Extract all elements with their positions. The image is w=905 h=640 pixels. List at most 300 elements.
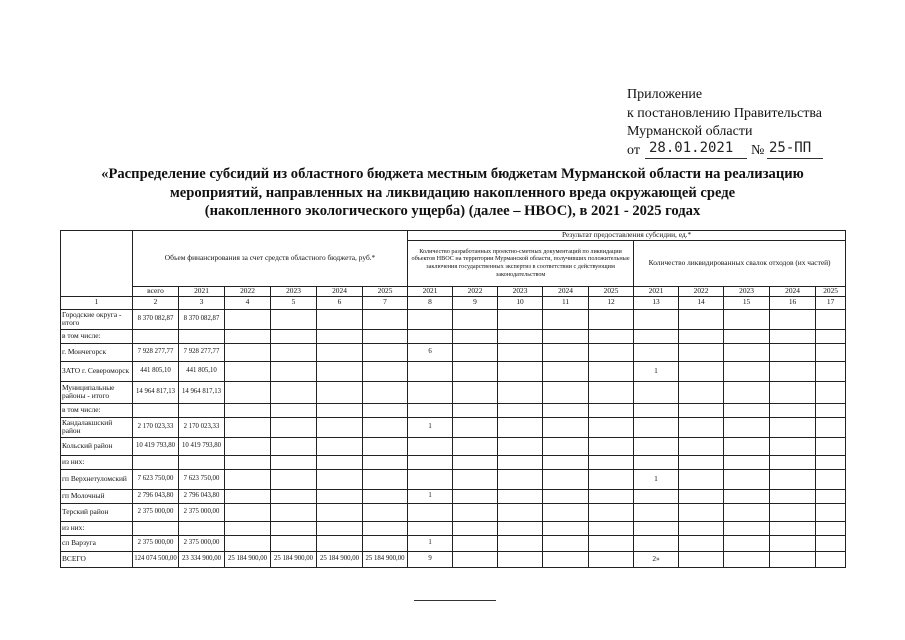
table-cell	[363, 521, 408, 535]
table-cell: 124 074 500,00	[133, 551, 179, 567]
table-cell: 2 375 000,00	[179, 503, 225, 521]
docs-year-header: 2023	[498, 286, 543, 296]
row-label: Муниципальные районы - итого	[61, 381, 133, 403]
table-cell	[317, 381, 363, 403]
funding-year-header: 2023	[271, 286, 317, 296]
table-row	[61, 417, 846, 437]
table-cell: 10 419 793,80	[133, 437, 179, 455]
table-cell	[679, 437, 724, 455]
column-number: 16	[770, 296, 816, 309]
funding-year-header: 2025	[363, 286, 408, 296]
table-cell: 25 184 900,00	[363, 551, 408, 567]
table-row	[61, 361, 846, 381]
table-cell	[816, 535, 846, 551]
table-cell	[271, 361, 317, 381]
table-cell	[679, 309, 724, 329]
table-cell	[179, 455, 225, 469]
funding-year-header: 2024	[317, 286, 363, 296]
table-cell	[589, 381, 634, 403]
table-cell	[816, 469, 846, 489]
docs-header: Количество разработанных проектно-сметных документаций по ликвидации объектов НВОС на территории Мурманской области, получивших положительные заключения государственных экспертиз в соответствии с действующим законодательством	[408, 240, 634, 286]
table-cell: 25 184 900,00	[225, 551, 271, 567]
table-cell: 23 334 900,00	[179, 551, 225, 567]
table-cell: 25 184 900,00	[317, 551, 363, 567]
table-row	[61, 455, 846, 469]
table-cell	[679, 417, 724, 437]
table-cell	[679, 551, 724, 567]
table-cell	[816, 417, 846, 437]
table-cell	[770, 551, 816, 567]
table-cell	[589, 343, 634, 361]
table-cell	[589, 503, 634, 521]
table-cell	[317, 329, 363, 343]
table-cell	[589, 521, 634, 535]
table-cell	[724, 403, 770, 417]
table-cell	[770, 455, 816, 469]
table-cell	[589, 489, 634, 503]
table-cell	[634, 535, 679, 551]
appendix-line-3: Мурманской области	[627, 124, 753, 139]
dumps-header: Количество ликвидированных свалок отходов (их частей)	[634, 240, 846, 286]
table-cell	[317, 417, 363, 437]
table-cell	[225, 343, 271, 361]
table-cell	[634, 521, 679, 535]
table-cell: 441 805,10	[179, 361, 225, 381]
title-line-1: «Распределение субсидий из областного бюджета местным бюджетам Мурманской области на реализацию	[101, 166, 804, 182]
table-cell	[225, 535, 271, 551]
docs-year-header: 2022	[453, 286, 498, 296]
table-cell	[317, 455, 363, 469]
table-cell	[133, 403, 179, 417]
docs-year-header: 2025	[589, 286, 634, 296]
column-number: 15	[724, 296, 770, 309]
table-cell	[317, 521, 363, 535]
table-cell	[498, 469, 543, 489]
dumps-year-header: 2025	[816, 286, 846, 296]
table-cell: 2 170 023,33	[133, 417, 179, 437]
column-number: 8	[408, 296, 453, 309]
table-cell	[453, 489, 498, 503]
table-cell	[408, 329, 453, 343]
table-cell	[724, 309, 770, 329]
table-cell	[408, 503, 453, 521]
table-row	[61, 489, 846, 503]
table-cell	[679, 469, 724, 489]
table-cell	[498, 403, 543, 417]
table-cell: 8 370 082,87	[133, 309, 179, 329]
table-cell	[453, 503, 498, 521]
column-number: 11	[543, 296, 589, 309]
table-cell	[498, 489, 543, 503]
number-label: №	[751, 142, 765, 158]
table-cell	[408, 469, 453, 489]
table-cell	[225, 521, 271, 535]
table-cell	[498, 361, 543, 381]
corner-header-cell	[61, 231, 133, 297]
table-cell	[453, 361, 498, 381]
column-number: 1	[61, 296, 133, 309]
table-cell	[225, 329, 271, 343]
table-cell	[225, 403, 271, 417]
table-row	[61, 551, 846, 567]
appendix-block	[627, 86, 822, 162]
funding-year-header: всего	[133, 286, 179, 296]
table-cell	[363, 329, 408, 343]
row-label: сп Варзуга	[61, 535, 133, 551]
table-row	[61, 437, 846, 455]
table-cell	[724, 455, 770, 469]
table-cell	[498, 521, 543, 535]
table-cell	[634, 437, 679, 455]
table-cell	[408, 521, 453, 535]
table-cell	[408, 437, 453, 455]
table-cell: 8 370 082,87	[179, 309, 225, 329]
table-cell	[133, 455, 179, 469]
table-cell	[225, 437, 271, 455]
table-cell	[271, 309, 317, 329]
table-cell	[679, 521, 724, 535]
table-cell	[225, 503, 271, 521]
table-cell	[317, 343, 363, 361]
table-cell	[589, 309, 634, 329]
table-cell: 1	[408, 489, 453, 503]
table-cell	[724, 343, 770, 361]
table-cell	[498, 329, 543, 343]
table-cell	[543, 437, 589, 455]
table-cell	[816, 403, 846, 417]
row-label: ВСЕГО	[61, 551, 133, 567]
table-cell	[317, 403, 363, 417]
table-cell: 1	[408, 417, 453, 437]
table-row	[61, 309, 846, 329]
table-cell	[363, 535, 408, 551]
table-body	[61, 309, 846, 567]
table-cell	[770, 329, 816, 343]
table-cell	[543, 489, 589, 503]
table-cell	[363, 361, 408, 381]
column-number: 12	[589, 296, 634, 309]
table-cell	[133, 521, 179, 535]
table-cell	[363, 403, 408, 417]
table-cell	[724, 489, 770, 503]
table-cell	[317, 503, 363, 521]
table-cell	[543, 469, 589, 489]
table-cell	[453, 455, 498, 469]
table-cell	[225, 381, 271, 403]
table-cell	[453, 329, 498, 343]
table-cell	[363, 469, 408, 489]
table-cell	[453, 521, 498, 535]
table-cell	[363, 309, 408, 329]
table-cell	[589, 551, 634, 567]
table-cell	[271, 535, 317, 551]
table-cell: 6	[408, 343, 453, 361]
column-number: 7	[363, 296, 408, 309]
table-cell	[816, 455, 846, 469]
table-cell	[589, 361, 634, 381]
funding-year-header: 2021	[179, 286, 225, 296]
table-cell	[543, 551, 589, 567]
table-cell	[363, 489, 408, 503]
table-cell	[724, 503, 770, 521]
table-cell	[408, 361, 453, 381]
document-title	[60, 165, 845, 221]
year-header-row	[61, 286, 846, 296]
table-cell	[179, 521, 225, 535]
table-cell	[816, 329, 846, 343]
column-number: 5	[271, 296, 317, 309]
table-cell	[225, 417, 271, 437]
table-cell	[724, 329, 770, 343]
from-label: от	[627, 142, 640, 158]
table-cell	[498, 455, 543, 469]
table-cell	[179, 403, 225, 417]
docs-year-header: 2024	[543, 286, 589, 296]
table-cell	[498, 381, 543, 403]
title-line-3: (накопленного экологического ущерба) (далее – НВОС), в 2021 - 2025 годах	[204, 203, 701, 219]
table-cell	[679, 535, 724, 551]
table-cell	[816, 361, 846, 381]
table-cell	[317, 489, 363, 503]
table-cell	[317, 469, 363, 489]
table-cell	[724, 469, 770, 489]
column-number: 2	[133, 296, 179, 309]
column-number-row	[61, 296, 846, 309]
date-underline	[645, 158, 747, 159]
resolution-number: 25-ПП	[769, 139, 812, 156]
table-cell	[453, 437, 498, 455]
table-cell	[363, 343, 408, 361]
table-cell	[225, 361, 271, 381]
table-cell	[271, 417, 317, 437]
table-cell	[634, 403, 679, 417]
table-cell	[589, 417, 634, 437]
table-cell	[453, 535, 498, 551]
table-cell	[816, 343, 846, 361]
table-cell	[498, 551, 543, 567]
table-cell: 7 928 277,77	[179, 343, 225, 361]
table-cell: 441 805,10	[133, 361, 179, 381]
table-cell	[543, 521, 589, 535]
table-cell	[543, 455, 589, 469]
row-label: гп Верхнетуломский	[61, 469, 133, 489]
table-cell	[498, 437, 543, 455]
table-cell: 2»	[634, 551, 679, 567]
table-cell: 2 796 043,80	[133, 489, 179, 503]
column-number: 3	[179, 296, 225, 309]
table-cell	[770, 309, 816, 329]
table-cell	[589, 535, 634, 551]
table-cell	[679, 381, 724, 403]
table-cell	[498, 503, 543, 521]
table-cell	[589, 437, 634, 455]
number-underline	[767, 158, 823, 159]
appendix-line-2: к постановлению Правительства	[627, 105, 823, 121]
table-cell	[179, 329, 225, 343]
column-number: 4	[225, 296, 271, 309]
table-cell	[589, 455, 634, 469]
result-header: Результат предоставления субсидии, ед.*	[408, 231, 846, 241]
table-cell	[271, 455, 317, 469]
table-cell	[770, 381, 816, 403]
bottom-separator	[414, 600, 496, 601]
column-number: 13	[634, 296, 679, 309]
table-cell	[724, 361, 770, 381]
table-cell: 2 375 000,00	[179, 535, 225, 551]
table-cell	[679, 455, 724, 469]
table-cell	[498, 535, 543, 551]
table-cell	[634, 417, 679, 437]
table-cell	[543, 343, 589, 361]
table-cell	[363, 437, 408, 455]
table-cell: 14 964 817,13	[133, 381, 179, 403]
table-cell	[634, 309, 679, 329]
docs-year-header: 2021	[408, 286, 453, 296]
table-cell	[679, 503, 724, 521]
table-cell	[453, 469, 498, 489]
column-number: 14	[679, 296, 724, 309]
table-cell	[317, 535, 363, 551]
table-cell	[679, 489, 724, 503]
table-row	[61, 469, 846, 489]
table-cell	[589, 329, 634, 343]
row-label: ЗАТО г. Североморск	[61, 361, 133, 381]
table-cell	[363, 381, 408, 403]
table-cell	[453, 403, 498, 417]
table-cell	[816, 381, 846, 403]
table-cell	[770, 437, 816, 455]
table-cell	[634, 503, 679, 521]
table-cell	[724, 535, 770, 551]
table-cell	[498, 309, 543, 329]
table-row	[61, 329, 846, 343]
table-row	[61, 521, 846, 535]
table-cell	[543, 417, 589, 437]
table-cell	[271, 329, 317, 343]
table-cell	[225, 469, 271, 489]
table-cell	[816, 309, 846, 329]
table-cell	[363, 455, 408, 469]
table-cell	[543, 503, 589, 521]
dumps-year-header: 2023	[724, 286, 770, 296]
table-cell	[543, 535, 589, 551]
table-cell	[453, 381, 498, 403]
table-cell	[770, 521, 816, 535]
column-number: 6	[317, 296, 363, 309]
table-cell	[816, 521, 846, 535]
table-row	[61, 381, 846, 403]
table-cell	[770, 417, 816, 437]
row-label: из них:	[61, 455, 133, 469]
table-cell: 7 623 750,00	[133, 469, 179, 489]
appendix-line-1: Приложение	[627, 87, 703, 102]
table-cell	[498, 343, 543, 361]
dumps-year-header: 2021	[634, 286, 679, 296]
table-cell	[770, 343, 816, 361]
table-cell	[271, 521, 317, 535]
table-cell: 2 375 000,00	[133, 503, 179, 521]
table-cell	[225, 489, 271, 503]
dumps-year-header: 2022	[679, 286, 724, 296]
table-cell	[317, 437, 363, 455]
table-row	[61, 535, 846, 551]
table-cell: 9	[408, 551, 453, 567]
table-cell	[770, 361, 816, 381]
row-label: гп Молочный	[61, 489, 133, 503]
column-number: 17	[816, 296, 846, 309]
column-number: 10	[498, 296, 543, 309]
table-cell	[679, 329, 724, 343]
table-cell	[724, 551, 770, 567]
table-cell	[317, 361, 363, 381]
table-cell: 2 170 023,33	[179, 417, 225, 437]
table-cell	[770, 535, 816, 551]
table-cell: 14 964 817,13	[179, 381, 225, 403]
table-cell: 2 796 043,80	[179, 489, 225, 503]
funding-header: Объем финансирования за счет средств областного бюджета, руб.*	[133, 231, 408, 287]
table-cell	[589, 469, 634, 489]
table-cell	[453, 551, 498, 567]
table-cell: 10 419 793,80	[179, 437, 225, 455]
table-cell	[225, 455, 271, 469]
table-cell	[634, 381, 679, 403]
table-cell: 7 928 277,77	[133, 343, 179, 361]
row-label: г. Мончегорск	[61, 343, 133, 361]
table-cell	[770, 403, 816, 417]
row-label: в том числе:	[61, 329, 133, 343]
table-cell	[363, 417, 408, 437]
table-cell	[816, 489, 846, 503]
table-cell: 25 184 900,00	[271, 551, 317, 567]
table-cell	[271, 437, 317, 455]
table-cell	[317, 309, 363, 329]
table-cell	[543, 361, 589, 381]
table-cell	[543, 381, 589, 403]
resolution-date: 28.01.2021	[649, 139, 734, 156]
table-cell	[543, 309, 589, 329]
table-cell: 2 375 000,00	[133, 535, 179, 551]
row-label: Терский район	[61, 503, 133, 521]
row-label: Городские округа - итого	[61, 309, 133, 329]
table-cell: 1	[408, 535, 453, 551]
table-cell	[770, 469, 816, 489]
table-cell	[634, 329, 679, 343]
table-cell	[724, 521, 770, 535]
table-cell	[816, 437, 846, 455]
table-row	[61, 343, 846, 361]
row-label: Кольский район	[61, 437, 133, 455]
table-cell	[679, 361, 724, 381]
subsidy-distribution-table	[60, 230, 846, 568]
table-cell: 1	[634, 469, 679, 489]
table-cell	[271, 503, 317, 521]
table-cell	[724, 417, 770, 437]
appendix-date-number-row	[627, 139, 822, 162]
table-cell	[225, 309, 271, 329]
table-row	[61, 403, 846, 417]
table-cell	[453, 343, 498, 361]
table-cell	[408, 309, 453, 329]
table-cell	[453, 417, 498, 437]
table-cell	[634, 455, 679, 469]
table-cell	[271, 489, 317, 503]
row-label: Кандалакшский район	[61, 417, 133, 437]
table-cell	[498, 417, 543, 437]
table-cell	[543, 329, 589, 343]
row-label: из них:	[61, 521, 133, 535]
table-cell	[408, 403, 453, 417]
column-number: 9	[453, 296, 498, 309]
